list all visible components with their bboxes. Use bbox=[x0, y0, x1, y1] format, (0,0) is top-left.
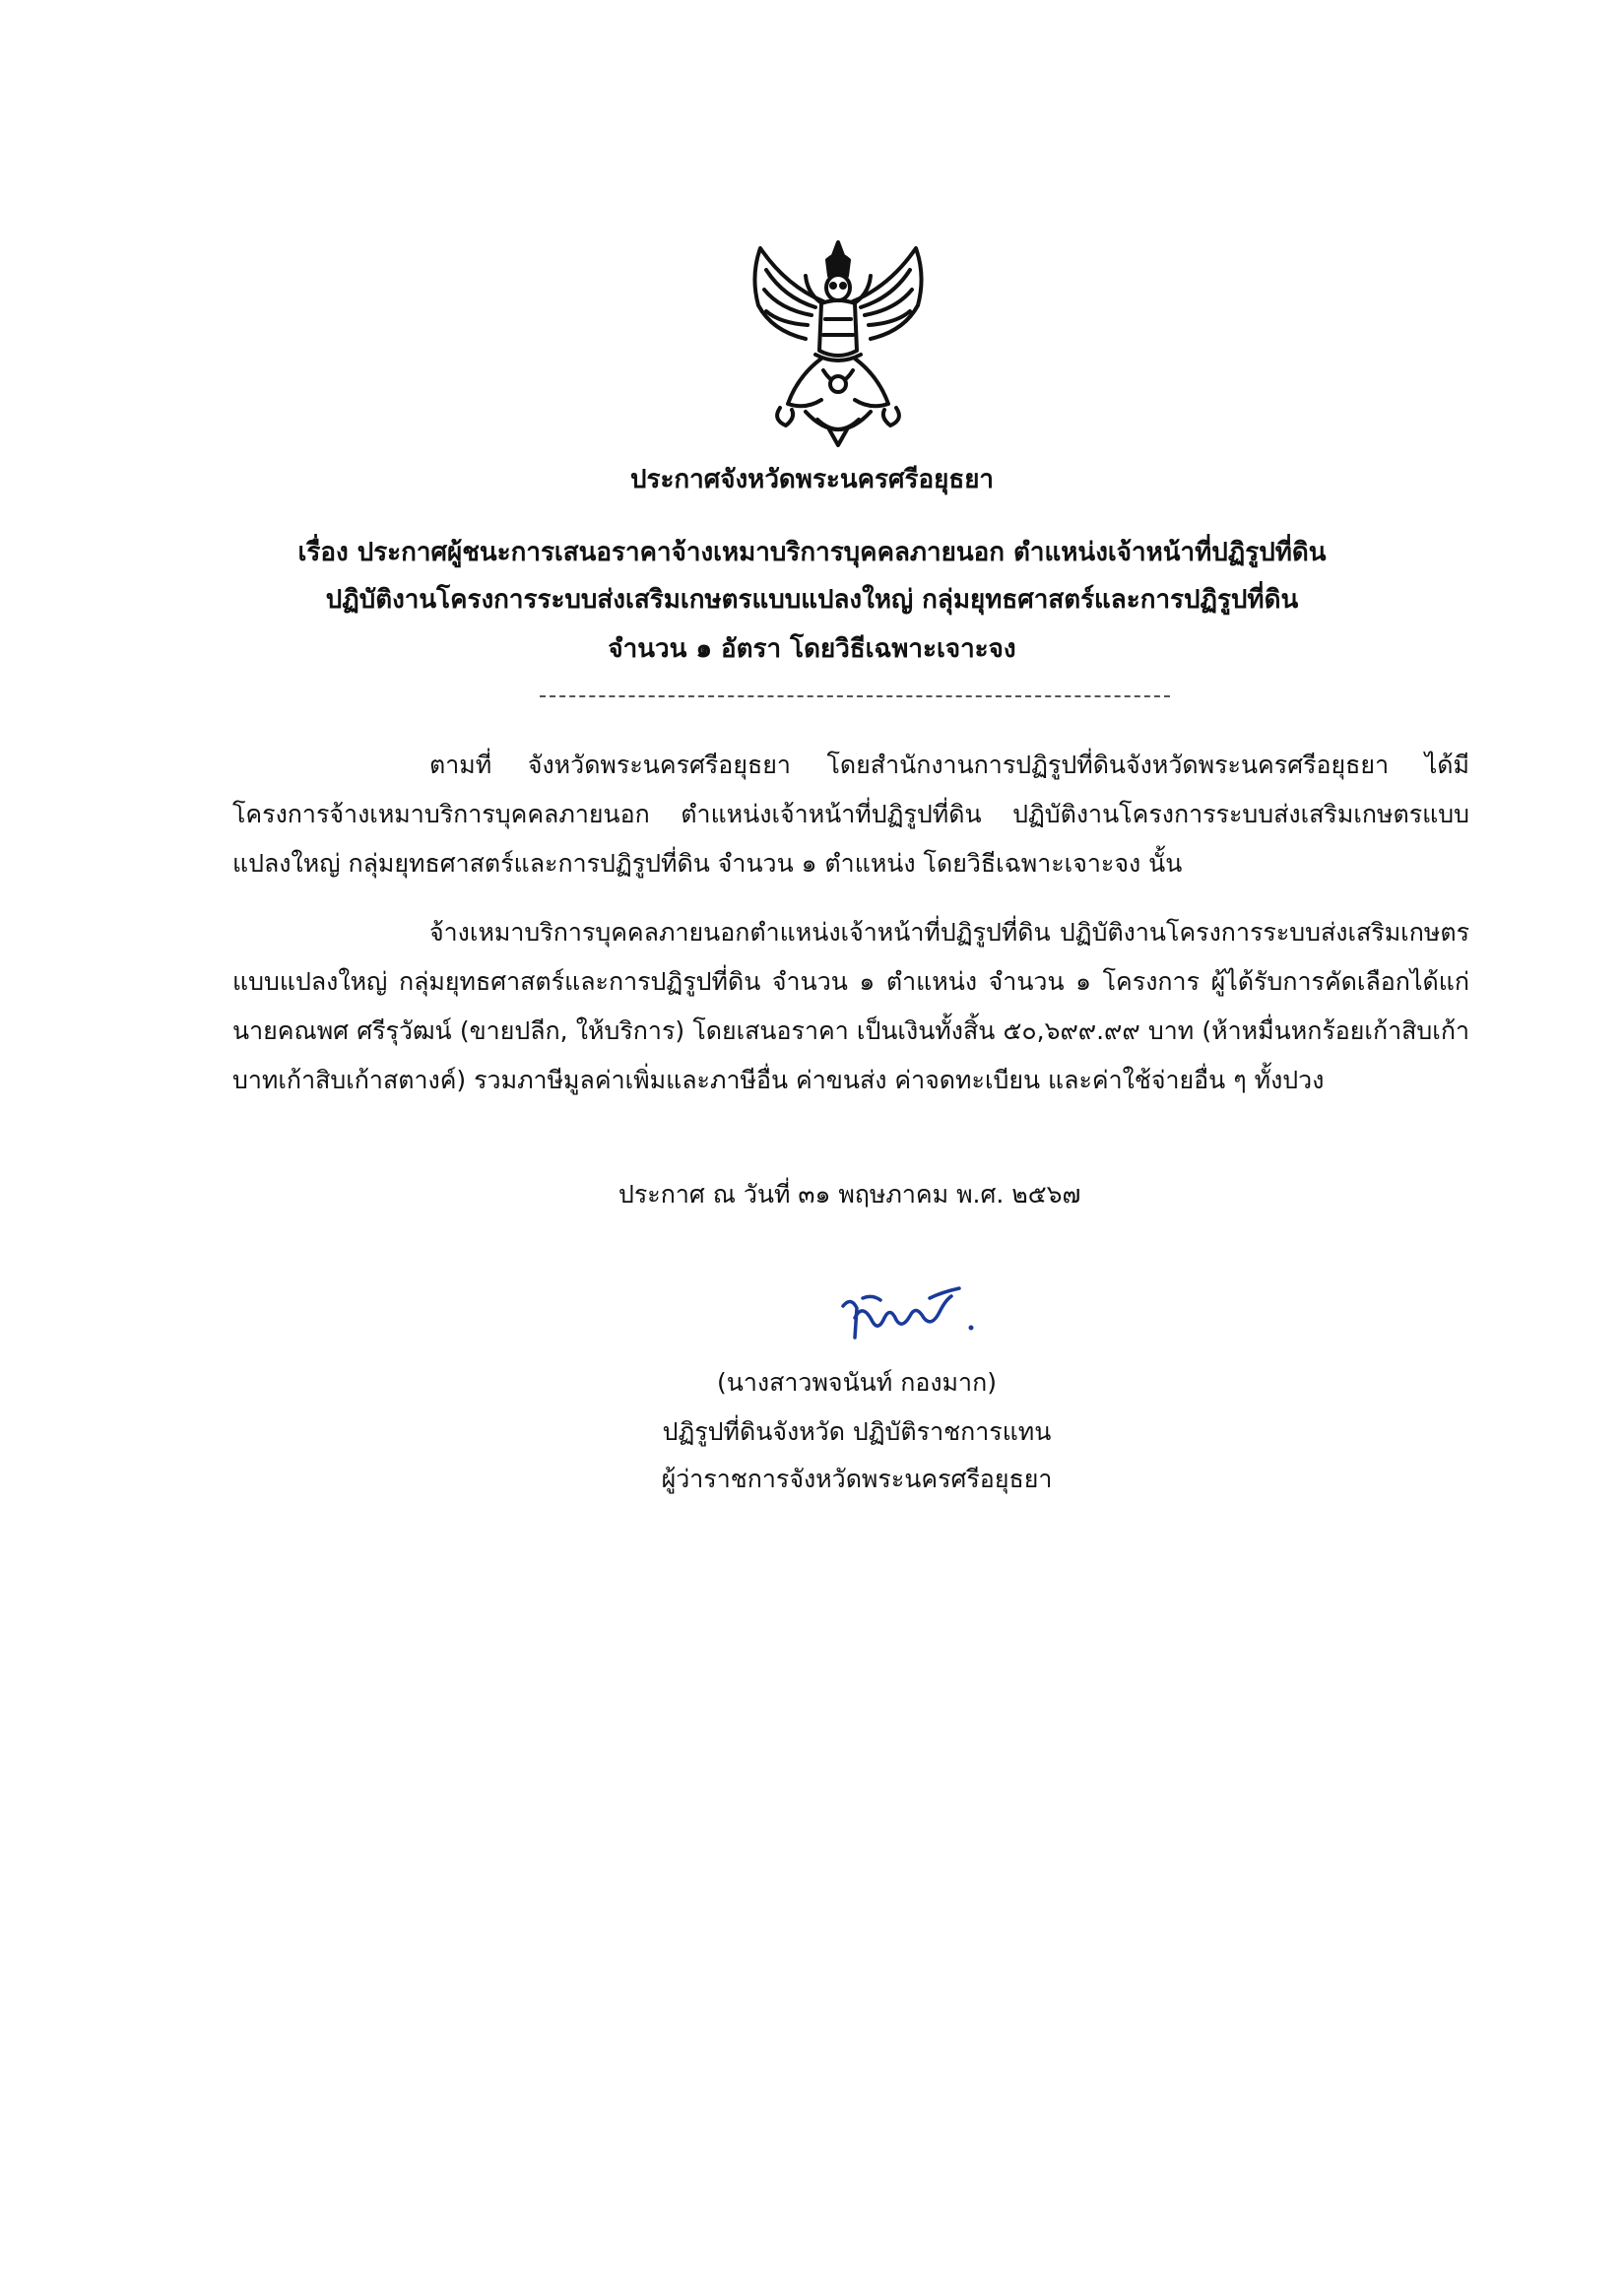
garuda-emblem-icon bbox=[737, 236, 940, 451]
divider bbox=[540, 695, 1170, 697]
paragraph-1-text: ตามที่ จังหวัดพระนครศรีอยุธยา โดยสำนักงานการปฏิรูปที่ดินจังหวัดพระนครศรีอยุธยา ได้มีโครงการจ้างเหมาบริการบุคคลภายนอก ตำแหน่งเจ้าหน้าที่ปฏิรูปที่ดิน ปฏิบัติงานโครงการระบบส่งเสริมเกษตรแบบแปลงใหญ่ กลุ่มยุทธศาสตร์และการปฏิรูปที่ดิน จำนวน ๑ ตำแหน่ง โดยวิธีเฉพาะเจาะจง นั้น bbox=[232, 751, 1469, 878]
subject-line-1: เรื่อง ประกาศผู้ชนะการเสนอราคาจ้างเหมาบริการบุคคลภายนอก ตำแหน่งเจ้าหน้าที่ปฏิรูปที่ดิน bbox=[297, 538, 1327, 567]
subject-line-3: จำนวน ๑ อัตรา โดยวิธีเฉพาะเจาะจง bbox=[608, 634, 1016, 664]
announcement-title: ประกาศจังหวัดพระนครศรีอยุธยา bbox=[629, 465, 995, 494]
announcement-date: ประกาศ ณ วันที่ ๓๑ พฤษภาคม พ.ศ. ๒๕๖๗ bbox=[618, 1180, 1081, 1209]
signer-position-1: ปฏิรูปที่ดินจังหวัด ปฏิบัติราชการแทน bbox=[662, 1417, 1052, 1446]
paragraph-1 bbox=[232, 741, 1469, 888]
signer-name: (นางสาวพจนันท์ กองมาก) bbox=[717, 1368, 997, 1397]
paragraph-2-text: จ้างเหมาบริการบุคคลภายนอกตำแหน่งเจ้าหน้าที่ปฏิรูปที่ดิน ปฏิบัติงานโครงการระบบส่งเสริมเกษตรแบบแปลงใหญ่ กลุ่มยุทธศาสตร์และการปฏิรูปที่ดิน จำนวน ๑ ตำแหน่ง จำนวน ๑ โครงการ ผู้ได้รับการคัดเลือกได้แก่ นายคณพศ ศรีรุวัฒน์ (ขายปลีก, ให้บริการ) โดยเสนอราคา เป็นเงินทั้งสิ้น ๕๐,๖๙๙.๙๙ บาท (ห้าหมื่นหกร้อยเก้าสิบเก้าบาทเก้าสิบเก้าสตางค์) รวมภาษีมูลค่าเพิ่มและภาษีอื่น ค่าขนส่ง ค่าจดทะเบียน และค่าใช้จ่ายอื่น ๆ ทั้งปวง bbox=[232, 918, 1469, 1094]
handwritten-signature bbox=[833, 1278, 981, 1349]
subject-line-2: ปฏิบัติงานโครงการระบบส่งเสริมเกษตรแบบแปลงใหญ่ กลุ่มยุทธศาสตร์และการปฏิรูปที่ดิน bbox=[325, 585, 1299, 615]
paragraph-2 bbox=[232, 908, 1469, 1105]
signer-position-2: ผู้ว่าราชการจังหวัดพระนครศรีอยุธยา bbox=[661, 1465, 1053, 1493]
